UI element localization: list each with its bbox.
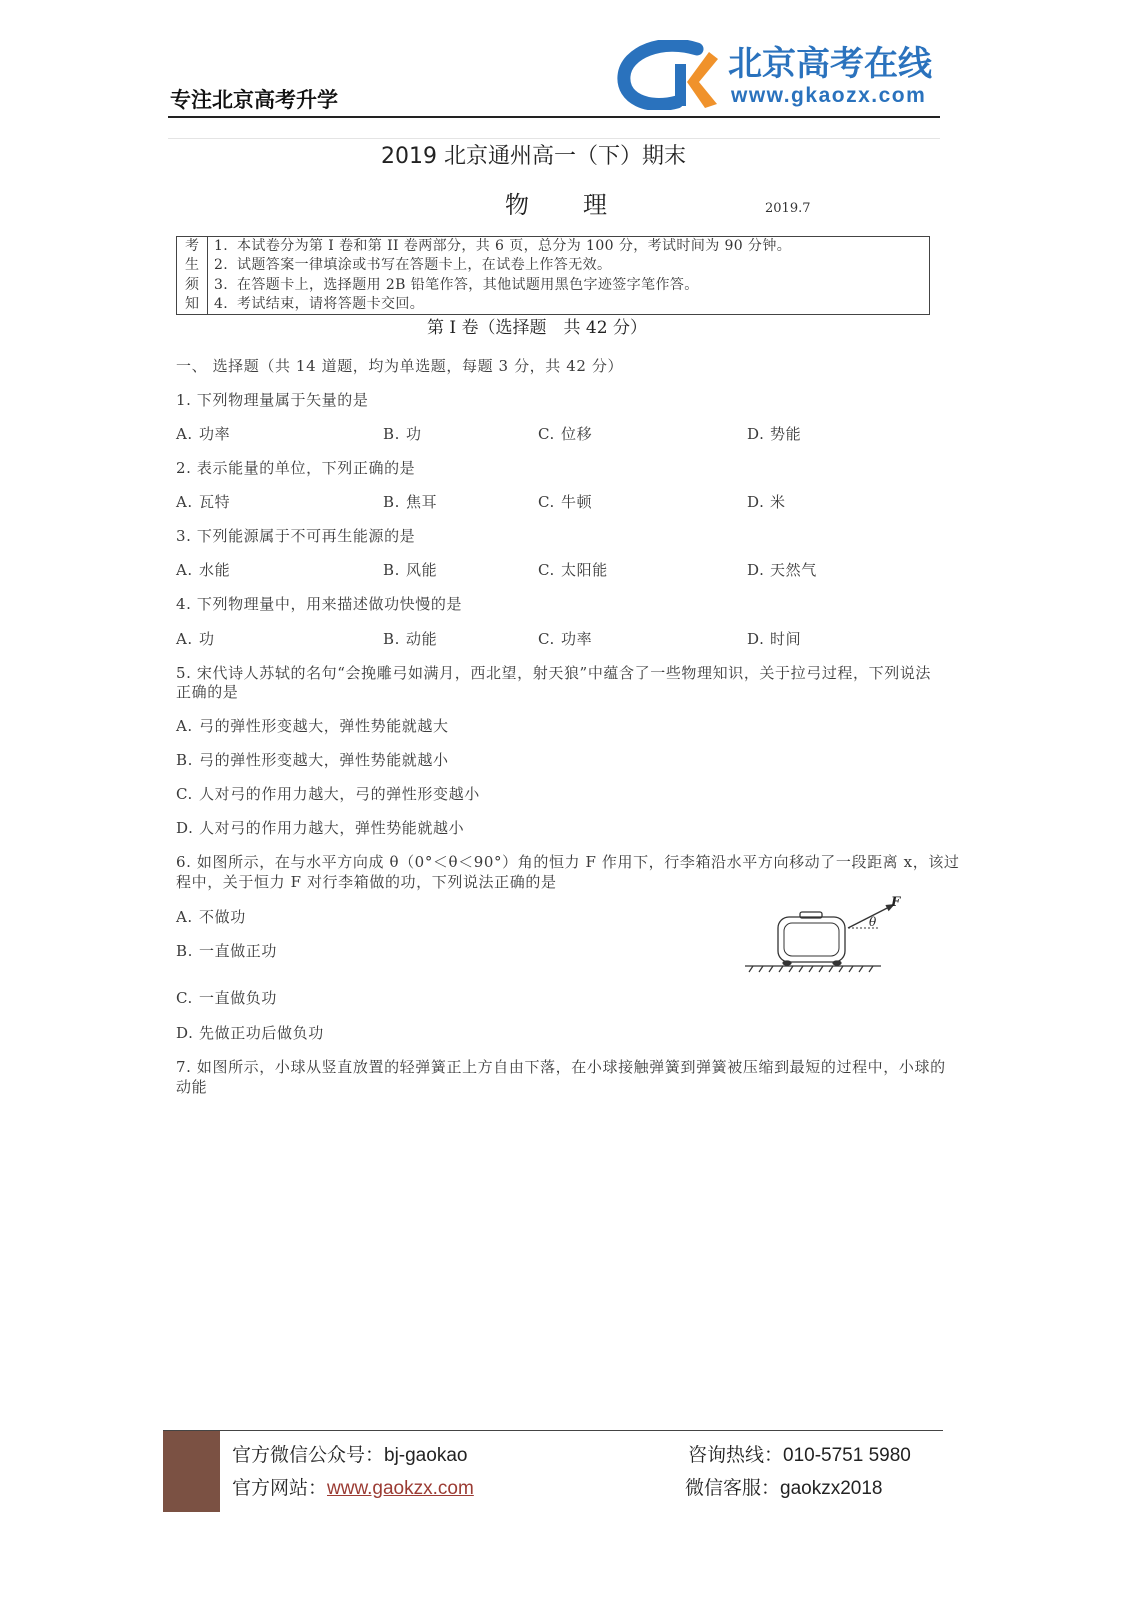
option-row xyxy=(0,561,1141,579)
option-text: 功 xyxy=(199,630,215,648)
question-stem: 2. 表示能量的单位，下列正确的是 xyxy=(176,459,416,477)
option-letter: B. xyxy=(176,751,193,769)
notice-item xyxy=(214,295,791,314)
option-a xyxy=(176,493,230,511)
option-a xyxy=(176,561,230,579)
option-text: 太阳能 xyxy=(561,561,608,579)
option-a xyxy=(176,908,246,926)
question-stem: 7. 如图所示，小球从竖直放置的轻弹簧正上方自由下落，在小球接触弹簧到弹簧被压缩到最短的过程中，小球的 xyxy=(176,1058,946,1076)
option-c xyxy=(538,561,608,579)
notice-item-text: 考试结束，请将答题卡交回。 xyxy=(237,295,425,312)
option-text: 水能 xyxy=(199,561,231,579)
option-c xyxy=(538,425,592,443)
footer-website xyxy=(232,1477,474,1501)
option-text: 功 xyxy=(406,425,422,443)
option-text: 弓的弹性形变越大，弹性势能就越小 xyxy=(199,751,449,769)
footer-accent-block xyxy=(163,1431,220,1512)
question-stem: 4. 下列物理量中，用来描述做功快慢的是 xyxy=(176,595,463,613)
header-divider-faint xyxy=(168,138,940,139)
option-text: 米 xyxy=(770,493,786,511)
option-letter: B. xyxy=(383,630,400,648)
option-letter: D. xyxy=(176,1024,194,1042)
option-text: 动能 xyxy=(406,630,438,648)
option-letter: A. xyxy=(176,908,193,926)
logo-url: www.gkaozx.com xyxy=(731,84,927,107)
notice-label-char: 生 xyxy=(185,257,199,274)
question-stem-continued: 动能 xyxy=(176,1078,208,1096)
option-letter: A. xyxy=(176,425,193,443)
option-letter: C. xyxy=(538,425,555,443)
suitcase-icon xyxy=(778,912,845,965)
option-letter: C. xyxy=(538,493,555,511)
notice-item xyxy=(214,276,791,295)
notice-item xyxy=(214,237,791,256)
option-d xyxy=(747,425,801,443)
option-d xyxy=(747,493,786,511)
question-stem: 3. 下列能源属于不可再生能源的是 xyxy=(176,527,416,545)
option-letter: B. xyxy=(383,425,400,443)
option-row xyxy=(0,493,1141,511)
option-letter: D. xyxy=(747,630,765,648)
header-slogan: 专注北京高考升学 xyxy=(170,88,338,112)
angle-label: θ xyxy=(869,915,877,929)
option-d xyxy=(176,819,464,837)
notice-item-text: 本试卷分为第 I 卷和第 II 卷两部分，共 6 页，总分为 100 分，考试时间为 90 分钟。 xyxy=(237,238,792,254)
option-text: 人对弓的作用力越大，弓的弹性形变越小 xyxy=(199,785,480,803)
option-text: 功率 xyxy=(199,425,231,443)
notice-label-char: 知 xyxy=(185,295,199,312)
question-stem: 5. 宋代诗人苏轼的名句“会挽雕弓如满月，西北望，射天狼”中蕴含了一些物理知识，关于拉弓过程，下列说法 xyxy=(176,664,932,682)
option-c xyxy=(176,785,480,803)
option-letter: D. xyxy=(176,819,194,837)
option-row xyxy=(0,630,1141,648)
option-c xyxy=(176,989,277,1007)
notice-label-column xyxy=(177,237,208,314)
option-a xyxy=(176,717,449,735)
option-text: 瓦特 xyxy=(199,493,231,511)
force-label: F xyxy=(891,895,901,910)
footer-wechat: 官方微信公众号：bj-gaokao xyxy=(232,1445,468,1466)
notice-item-text: 在答题卡上，选择题用 2B 铅笔作答，其他试题用黑色字迹签字笔作答。 xyxy=(237,276,699,293)
ground-line xyxy=(745,966,881,972)
option-letter: A. xyxy=(176,493,193,511)
option-text: 弓的弹性形变越大，弹性势能就越大 xyxy=(199,717,449,735)
option-text: 时间 xyxy=(770,630,802,648)
option-text: 焦耳 xyxy=(406,493,438,511)
notice-label-char: 考 xyxy=(185,238,199,254)
footer-website-label: 官方网站： xyxy=(232,1478,328,1499)
notice-item-number: 1. xyxy=(214,238,229,254)
notice-item xyxy=(214,256,791,275)
option-text: 先做正功后做负功 xyxy=(199,1024,324,1042)
option-letter: C. xyxy=(176,989,193,1007)
option-text: 不做功 xyxy=(199,908,246,926)
exam-title: 2019 北京通州高一（下）期末 xyxy=(381,144,686,169)
header-divider xyxy=(168,116,940,118)
exam-subject: 物 理 xyxy=(505,191,609,219)
option-letter: B. xyxy=(383,493,400,511)
option-text: 风能 xyxy=(406,561,438,579)
option-letter: D. xyxy=(747,425,765,443)
option-letter: B. xyxy=(383,561,400,579)
option-b xyxy=(383,493,437,511)
option-b xyxy=(176,942,277,960)
option-d xyxy=(747,630,801,648)
option-text: 天然气 xyxy=(770,561,817,579)
notice-item-number: 4. xyxy=(214,295,229,312)
option-text: 势能 xyxy=(770,425,802,443)
website-link[interactable]: www.gaokzx.com xyxy=(327,1478,474,1499)
notice-item-text: 试题答案一律填涂或书写在答题卡上，在试卷上作答无效。 xyxy=(237,257,612,274)
option-letter: D. xyxy=(747,493,765,511)
footer-divider xyxy=(163,1430,943,1431)
option-b xyxy=(383,630,437,648)
question-stem: 1. 下列物理量属于矢量的是 xyxy=(176,391,369,409)
option-letter: C. xyxy=(176,785,193,803)
exam-date: 2019.7 xyxy=(765,201,811,216)
exam-notice-box xyxy=(176,236,930,315)
notice-label-char: 须 xyxy=(185,276,199,293)
option-letter: D. xyxy=(747,561,765,579)
section-title: 第 I 卷（选择题 共 42 分） xyxy=(427,318,647,338)
question-stem: 6. 如图所示，在与水平方向成 θ（0°＜θ＜90°）角的恒力 F 作用下，行李箱沿水平方向移动了一段距离 x，该过 xyxy=(176,853,960,871)
option-c xyxy=(538,630,592,648)
option-d xyxy=(747,561,817,579)
part-heading: 一、 选择题（共 14 道题，均为单选题，每题 3 分，共 42 分） xyxy=(176,357,624,375)
option-a xyxy=(176,630,215,648)
option-text: 一直做负功 xyxy=(199,989,278,1007)
option-text: 一直做正功 xyxy=(199,942,278,960)
option-letter: C. xyxy=(538,630,555,648)
question-stem-continued: 正确的是 xyxy=(176,683,239,701)
logo-title: 北京高考在线 xyxy=(728,44,932,84)
option-letter: B. xyxy=(176,942,193,960)
option-text: 人对弓的作用力越大，弹性势能就越小 xyxy=(199,819,465,837)
footer-hotline: 咨询热线：010-5751 5980 xyxy=(688,1445,911,1466)
question-stem-continued: 程中，关于恒力 F 对行李箱做的功，下列说法正确的是 xyxy=(176,873,557,891)
notice-items xyxy=(214,237,791,314)
option-text: 牛顿 xyxy=(561,493,593,511)
suitcase-force-figure xyxy=(740,888,910,988)
option-text: 功率 xyxy=(561,630,593,648)
option-row xyxy=(0,425,1141,443)
option-b xyxy=(383,561,437,579)
option-letter: A. xyxy=(176,630,193,648)
gk-logo-icon xyxy=(617,40,719,110)
option-letter: A. xyxy=(176,561,193,579)
notice-item-number: 3. xyxy=(214,276,229,293)
option-c xyxy=(538,493,592,511)
option-a xyxy=(176,425,230,443)
option-letter: C. xyxy=(538,561,555,579)
option-text: 位移 xyxy=(561,425,593,443)
notice-item-number: 2. xyxy=(214,257,229,274)
option-letter: A. xyxy=(176,717,193,735)
footer-wechat-service: 微信客服：gaokzx2018 xyxy=(685,1478,883,1499)
option-b xyxy=(383,425,422,443)
option-b xyxy=(176,751,449,769)
option-d xyxy=(176,1024,324,1042)
